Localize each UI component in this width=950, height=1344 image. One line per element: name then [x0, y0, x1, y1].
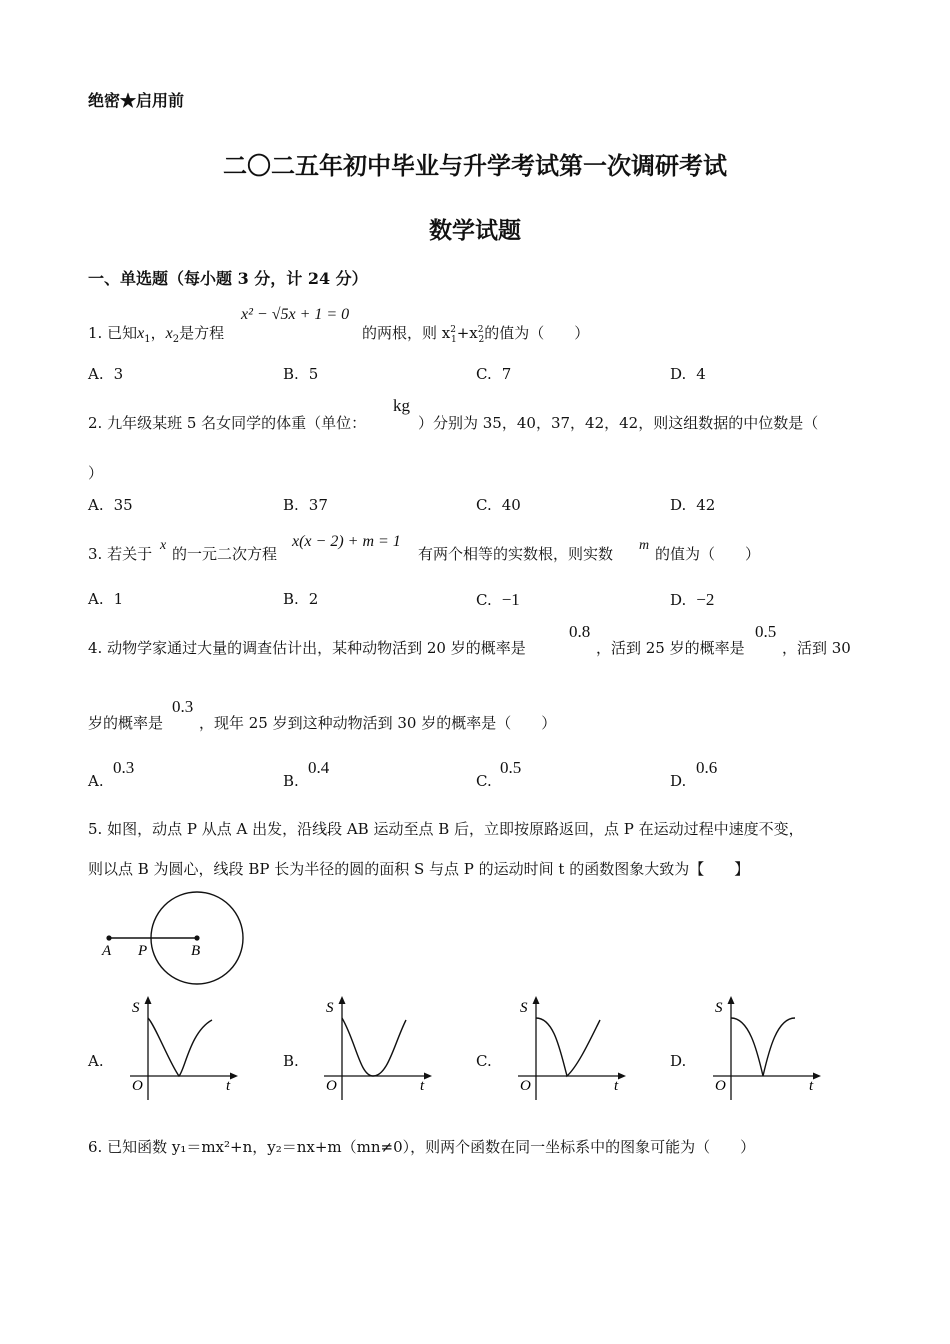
- label-s: S: [715, 1000, 723, 1016]
- q1-pre: 1. 已知: [88, 324, 138, 342]
- q1-option-a[interactable]: [88, 365, 123, 383]
- q1-post-b-sup: 2: [477, 325, 484, 335]
- question-6: 6. 已知函数 y₁＝mx²+n，y₂＝nx+m（mn≠0），则两个函数在同一坐标系中的图象可能为（ ）: [88, 1138, 756, 1156]
- label-t: t: [614, 1078, 619, 1094]
- q2-close: ）: [88, 464, 104, 482]
- q3-equation: x(x − 2) + m = 1: [292, 533, 401, 550]
- q2-option-b[interactable]: [283, 496, 328, 514]
- q1-x1: x: [137, 325, 145, 342]
- q3-option-a[interactable]: [88, 590, 123, 608]
- q1-equation: x² − √5x + 1 = 0: [241, 306, 350, 323]
- q3-option-b[interactable]: [283, 590, 318, 608]
- q5-option-b[interactable]: [283, 1052, 299, 1070]
- q4-line2-b: ，现年 25 岁到这种动物活到 30 岁的概率是（ ）: [199, 714, 557, 732]
- q1-post-a-sub: 1: [450, 335, 457, 345]
- q1-x1-sub: 1: [144, 334, 151, 345]
- y-axis-arrow: [145, 996, 152, 1004]
- curve: [731, 1018, 795, 1076]
- q4-line1-b: ，活到 25 岁的概率是: [596, 639, 745, 657]
- option-label: D.: [670, 496, 687, 514]
- q4-p2: 0.5: [755, 622, 777, 641]
- option-label: C.: [476, 365, 492, 383]
- option-value: −2: [696, 590, 715, 609]
- label-s: S: [326, 1000, 334, 1016]
- q4-option-c[interactable]: [476, 772, 492, 790]
- q1-post-b: +x: [456, 324, 478, 342]
- q3-post: 有两个相等的实数根，则实数: [418, 545, 614, 563]
- q1-post: [362, 322, 589, 345]
- option-label: D.: [670, 772, 687, 790]
- curve: [342, 1018, 406, 1076]
- option-value: 5: [308, 365, 319, 383]
- q1-x2-sub: 2: [172, 334, 180, 345]
- label-s: S: [132, 1000, 140, 1016]
- label-t: t: [809, 1078, 814, 1094]
- q3-option-c[interactable]: [476, 590, 520, 610]
- label-o: O: [520, 1078, 531, 1094]
- q1-x2: x: [165, 325, 173, 342]
- label-t: t: [226, 1078, 231, 1094]
- q4-line2-a: 岁的概率是: [88, 714, 164, 732]
- label-b: B: [191, 943, 201, 959]
- q5-graph-a: [122, 990, 242, 1102]
- section-heading: 一、单选题（每小题 3 分，计 24 分）: [88, 269, 368, 288]
- option-label: A.: [88, 1052, 104, 1070]
- q2-post: ）分别为 35，40，37，42，42，则这组数据的中位数是（: [418, 414, 819, 432]
- q4-line1-c: ，活到 30: [782, 639, 851, 657]
- q2-option-c[interactable]: [476, 496, 521, 514]
- q5-line2: 则以点 B 为圆心，线段 BP 长为半径的圆的面积 S 与点 P 的运动时间 t 的函数图象大致为【 】: [88, 860, 750, 878]
- exam-title: 二〇二五年初中毕业与升学考试第一次调研考试: [223, 151, 727, 180]
- option-label: A.: [88, 590, 104, 608]
- q1-option-d[interactable]: [670, 365, 706, 383]
- x-axis-arrow: [618, 1073, 626, 1080]
- point-b-dot: [194, 935, 199, 940]
- y-axis-arrow: [728, 996, 735, 1004]
- q5-option-c[interactable]: [476, 1052, 492, 1070]
- option-label: C.: [476, 591, 492, 609]
- q1-post-a: 的两根，则 x: [362, 324, 451, 342]
- option-label: C.: [476, 772, 492, 790]
- x-axis-arrow: [813, 1073, 821, 1080]
- x-axis-arrow: [424, 1073, 432, 1080]
- q4-option-d[interactable]: [670, 772, 686, 790]
- q5-option-a[interactable]: [88, 1052, 104, 1070]
- q1-mid: 是方程: [179, 324, 225, 342]
- q4-option-c-value: 0.5: [500, 758, 522, 777]
- option-label: B.: [283, 772, 299, 790]
- question-1: [88, 322, 224, 345]
- option-value: 2: [308, 590, 319, 608]
- curve: [536, 1018, 600, 1076]
- label-a: A: [102, 943, 112, 959]
- q4-option-a[interactable]: [88, 772, 104, 790]
- q5-graph-b: [316, 990, 436, 1102]
- q1-option-b[interactable]: [283, 365, 318, 383]
- q3-option-d[interactable]: [670, 590, 714, 610]
- option-label: C.: [476, 1052, 492, 1070]
- option-label: C.: [476, 496, 492, 514]
- q4-p1: 0.8: [569, 622, 591, 641]
- label-o: O: [132, 1078, 143, 1094]
- label-s: S: [520, 1000, 528, 1016]
- q1-post-c: 的值为（ ）: [484, 324, 590, 342]
- q3-post2: 的值为（ ）: [655, 545, 761, 563]
- q4-option-d-value: 0.6: [696, 758, 718, 777]
- option-value: 4: [696, 365, 706, 383]
- option-value: 3: [113, 365, 124, 383]
- y-axis-arrow: [339, 996, 346, 1004]
- option-label: D.: [670, 591, 687, 609]
- q4-option-b-value: 0.4: [308, 758, 330, 777]
- option-label: D.: [670, 1052, 687, 1070]
- q2-unit: kg: [393, 396, 410, 415]
- label-o: O: [326, 1078, 337, 1094]
- q3-var: x: [160, 538, 167, 553]
- option-value: 7: [501, 365, 512, 383]
- q3-pre: 3. 若关于: [88, 545, 153, 563]
- q4-p3: 0.3: [172, 697, 194, 716]
- x-axis-arrow: [230, 1073, 238, 1080]
- q2-pre: 2. 九年级某班 5 名女同学的体重（单位：: [88, 414, 367, 432]
- q4-line1-a: 4. 动物学家通过大量的调查估计出，某种动物活到 20 岁的概率是: [88, 639, 526, 657]
- q5-graph-c: [510, 990, 630, 1102]
- label-t: t: [420, 1078, 425, 1094]
- q5-line1: 5. 如图，动点 P 从点 A 出发，沿线段 AB 运动至点 B 后，立即按原路返回，点 P 在运动过程中速度不变，: [88, 820, 804, 838]
- q1-post-b-sub: 2: [478, 335, 485, 345]
- q5-option-d[interactable]: [670, 1052, 686, 1070]
- q1-comma: ，: [150, 324, 166, 342]
- option-value: 42: [696, 496, 716, 514]
- option-label: B.: [283, 590, 299, 608]
- option-value: 35: [113, 496, 133, 514]
- option-value: 1: [113, 590, 124, 608]
- option-label: D.: [670, 365, 687, 383]
- option-label: A.: [88, 772, 104, 790]
- q4-option-b[interactable]: [283, 772, 299, 790]
- option-value: 37: [308, 496, 328, 514]
- label-o: O: [715, 1078, 726, 1094]
- curve: [148, 1018, 212, 1076]
- q1-option-c[interactable]: [476, 365, 511, 383]
- q2-option-d[interactable]: [670, 496, 715, 514]
- q5-graph-d: [705, 990, 825, 1102]
- q3-var2: m: [639, 538, 650, 553]
- option-label: B.: [283, 365, 299, 383]
- point-a-dot: [106, 935, 111, 940]
- q4-option-a-value: 0.3: [113, 758, 135, 777]
- confidential-mark: 绝密★启用前: [88, 91, 185, 110]
- option-label: A.: [88, 496, 104, 514]
- option-label: B.: [283, 1052, 299, 1070]
- q2-option-a[interactable]: [88, 496, 133, 514]
- q3-mid: 的一元二次方程: [172, 545, 278, 563]
- y-axis-arrow: [533, 996, 540, 1004]
- q5-figure: [95, 885, 255, 990]
- label-p: P: [138, 943, 148, 959]
- q1-post-a-sup: 2: [450, 325, 456, 335]
- option-label: A.: [88, 365, 104, 383]
- option-label: B.: [283, 496, 299, 514]
- option-value: −1: [501, 590, 520, 609]
- exam-subtitle: 数学试题: [429, 217, 521, 244]
- option-value: 40: [501, 496, 521, 514]
